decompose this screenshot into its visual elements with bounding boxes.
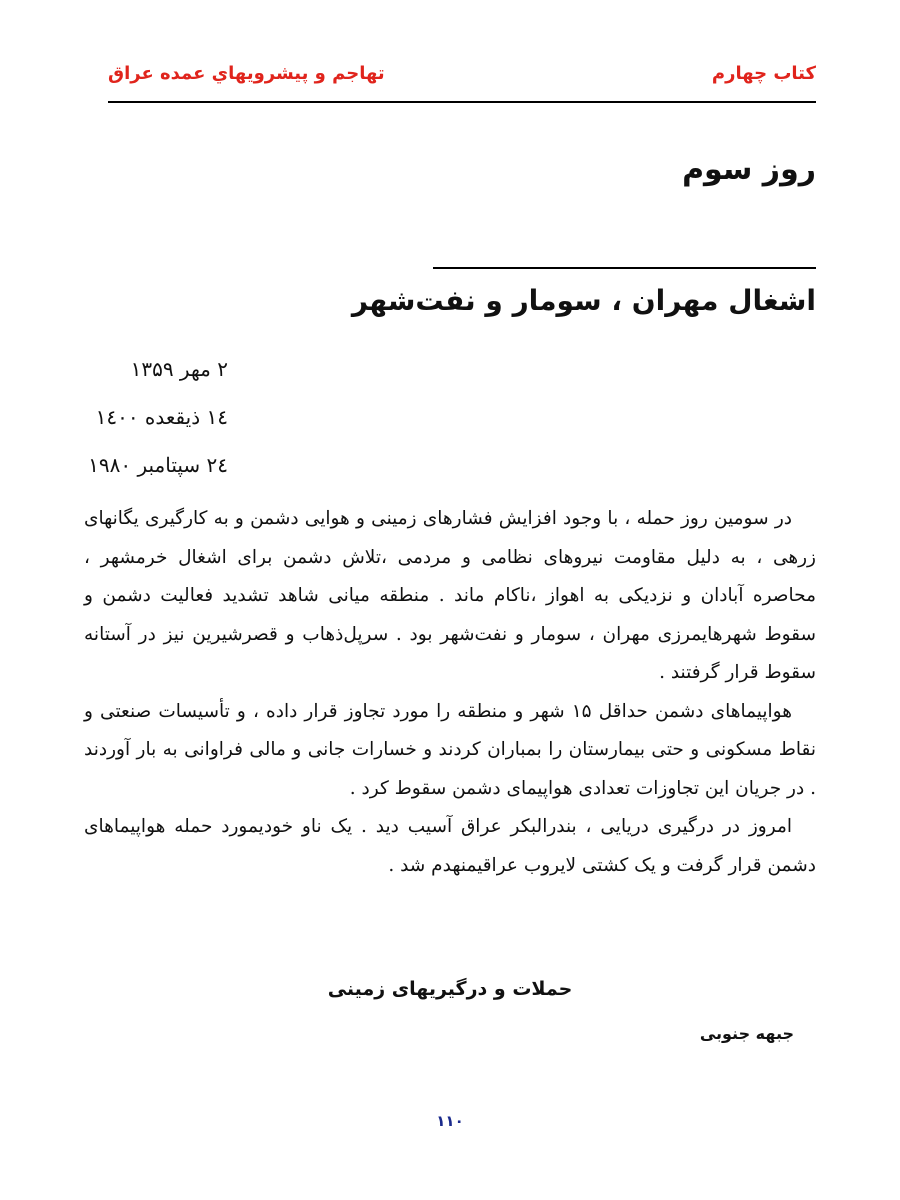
section-divider: [433, 267, 816, 269]
running-title: تهاجم و پیشرویهاي عمده عراق: [108, 62, 385, 84]
date-solar-hijri: ۲ مهر ۱۳۵۹: [130, 357, 228, 381]
front-label: جبهه جنوبی: [699, 1024, 794, 1043]
date-gregorian: ٢٤ سپتامبر ١٩٨٠: [88, 453, 228, 477]
paragraph: هواپیماهای دشمن حداقل ۱۵ شهر و منطقه را مورد تجاوز قرار داده ، و تأسیسات صنعتی و نقاط مسکونی و حتی بیمارستان را بمباران کردند و خسارات جانی و مالی فراوانی به بار آوردند . در جریان این تجاوزات تعدادی هواپیمای دشمن سقوط کرد .: [84, 700, 816, 799]
page-number: ١١٠: [436, 1112, 464, 1130]
day-title: روز سوم: [682, 152, 816, 187]
date-block: [78, 352, 228, 496]
paragraph: در سومین روز حمله ، با وجود افزایش فشارهای زمینی و هوایی دشمن و به کارگیری یگانهای زرهی ، به دلیل مقاومت نیروهای نظامی و مردمی ،تلاش دشمن برای اشغال خرمشهر ، محاصره آبادان و نزدیکی به اهواز ،ناکام ماند . منطقه میانی شاهد تشدید فعالیت دشمن و سقوط شهرهایمرزی مهران ، سومار و نفت‌شهر بود . سرپل‌ذهاب و قصرشیرین نیز در آستانه سقوط قرار گرفتند .: [84, 508, 816, 683]
book-label: کتاب چهارم: [711, 62, 816, 84]
paragraph: امروز در درگیری دریایی ، بندرالبکر عراق آسیب دید . یک ناو خودیمورد حمله هواپیماهای دشمن قرار گرفت و یک کشتی لایروب عراقیمنهدم شد .: [84, 816, 816, 876]
subheading: حملات و درگیریهای زمینی: [327, 978, 573, 1000]
section-title: اشغال مهران ، سومار و نفت‌شهر: [351, 284, 816, 317]
date-lunar-hijri: ١٤ ذیقعده ١٤٠٠: [95, 405, 228, 429]
body-text: [84, 500, 816, 885]
header-divider: [108, 101, 816, 103]
running-header: [108, 56, 816, 90]
